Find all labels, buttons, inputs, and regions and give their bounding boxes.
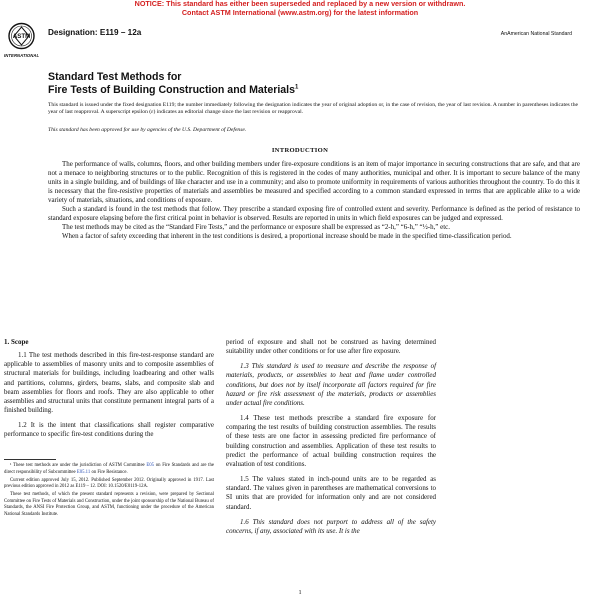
paragraph-1-2-continued: period of exposure and shall not be construed as having determined suitability under other conditions or for use after fire exposure. [226, 338, 436, 356]
title-line-1: Standard Test Methods for [48, 71, 182, 83]
designation-label: Designation: [48, 28, 98, 37]
footnotes [4, 463, 214, 520]
paragraph-1-5: 1.5 The values stated in inch-pound units are to be regarded as standard. The values given in parentheses are mathematical conversions to SI units that are provided for information only and are not considered standard. [226, 475, 436, 511]
right-column [226, 338, 436, 536]
scope-heading: 1. Scope [4, 338, 29, 346]
committee-e05-link[interactable]: E05 [146, 463, 155, 468]
title-line-2: Fire Tests of Building Construction and Materials$^1$ [48, 83, 299, 96]
designation-number: E119 – 12a [99, 28, 142, 37]
intro-paragraph: The performance of walls, columns, floors, and other building members under fire-exposure conditions is an item of major importance in securing constructions that are safe, and that are not a menace to neighboring structures or to the public. Recognition of this is registered in the codes of many authorities, municipal and other. It is important to secure balance of the many units in a single building, and of buildings of like character and use in a community; and also to promote uniformity in requirements of various authorities throughout the country. To do this it is necessary that the fire-resistive properties of materials and assemblies be measured and specified according to a common standard expressed in terms that are applicable alike to a wide variety of materials, situations, and conditions of exposure. [48, 160, 580, 204]
intro-paragraph: When a factor of safety exceeding that inherent in the test conditions is desired, a proportional increase should be made in the specified time-classification period. [62, 231, 512, 240]
document-title [48, 71, 548, 96]
notice-line-2: Contact ASTM International (www.astm.org) for the latest information [181, 7, 419, 17]
paragraph-1-2: 1.2 It is the intent that classifications shall register comparative performance to specific fire-test conditions during the [4, 421, 214, 439]
introduction-body [48, 160, 580, 241]
notice-line-1: NOTICE: This standard has either been superseded and replaced by a new version or withdrawn. [134, 0, 466, 8]
footnote-divider [4, 459, 56, 460]
intro-paragraph: The test methods may be cited as the “Standard Fire Tests,” and the performance or exposure shall be expressed as “2-h,” “6-h,” “½-h,” etc. [62, 222, 450, 231]
designation [48, 28, 141, 37]
footnote-edition: Current edition approved July 15, 2012. Published September 2012. Originally approved in 1917. Last previous edition approved in 2012 as E119 – 12. DOI: 10.1520/E0119-12A. [4, 477, 214, 490]
title-footnote-mark: 1 [295, 84, 299, 91]
subcommittee-e05-11-link[interactable]: E05.11 [76, 469, 91, 475]
introduction-heading: INTRODUCTION [271, 147, 329, 154]
logo-caption: INTERNATIONAL [4, 53, 40, 58]
paragraph-1-6: 1.6 This standard does not purport to address all of the safety concerns, if any, associated with its use. It is the [226, 517, 436, 535]
paragraph-1-4: 1.4 These test methods prescribe a standard fire exposure for comparing the test results of building construction assemblies. The results of these tests are one factor in assessing predicted fire performance of building construction and assemblies. Application of these test results to predict the performance of actual building construction requires the evaluation of test conditions. [226, 414, 436, 468]
page-number: 1 [298, 589, 302, 596]
american-national-standard-label: AnAmerican National Standard [500, 31, 572, 37]
paragraph-1-3: 1.3 This standard is used to measure and describe the response of materials, products, or assemblies to heat and flame under controlled conditions, but does not by itself incorporate all factors required for fire hazard or fire risk assessment of the materials, products or assemblies under actual fire conditions. [226, 362, 436, 407]
footnote-history: These test methods, of which the present standard represents a revision, were prepared by Sectional Committee on Fire Tests of Materials and Construction, under the joint sponsorship of the National Bureau of Standards, the ANSI Fire Protection Group, and ASTM, functioning under the procedure of the American National Standards Institute. [4, 492, 214, 517]
left-column [4, 338, 214, 440]
astm-logo-icon [8, 22, 35, 52]
svg-text:ASTM: ASTM [12, 33, 31, 41]
footnote-1: ¹ These test methods are under the jurisdiction of ASTM Committee E05 on Fire Standards and are the direct responsibility of Subcommittee E05.11 on Fire Resistance. [4, 463, 214, 475]
dod-approval-note: This standard has been approved for use by agencies of the U.S. Department of Defense. [48, 127, 247, 133]
intro-paragraph: Such a standard is found in the test methods that follow. They prescribe a standard exposing fire of controlled extent and severity. Performance is defined as the period of resistance to standard exposure elapsing before the first critical point in behavior is observed. Results are reported in units in which field exposures can be judged and expressed. [48, 204, 580, 222]
paragraph-1-1: 1.1 The test methods described in this fire-test-response standard are applicable to assemblies of masonry units and to composite assemblies of structural materials for buildings, including loadbearing and other walls and partitions, columns, girders, beams, slabs, and composite slab and beam assemblies for floors and roofs. They are also applicable to other assemblies and structural units that constitute permanent integral parts of a finished building. [4, 351, 214, 415]
standard-designation-note: This standard is issued under the fixed designation E119; the number immediately following the designation indicates the year of original adoption or, in the case of revision, the year of last revision. A number in parentheses indicates the year of last reapproval. A superscript epsilon (ε) indicates an editorial change since the last revision or reapproval. [48, 102, 578, 116]
withdrawal-notice [0, 0, 600, 17]
